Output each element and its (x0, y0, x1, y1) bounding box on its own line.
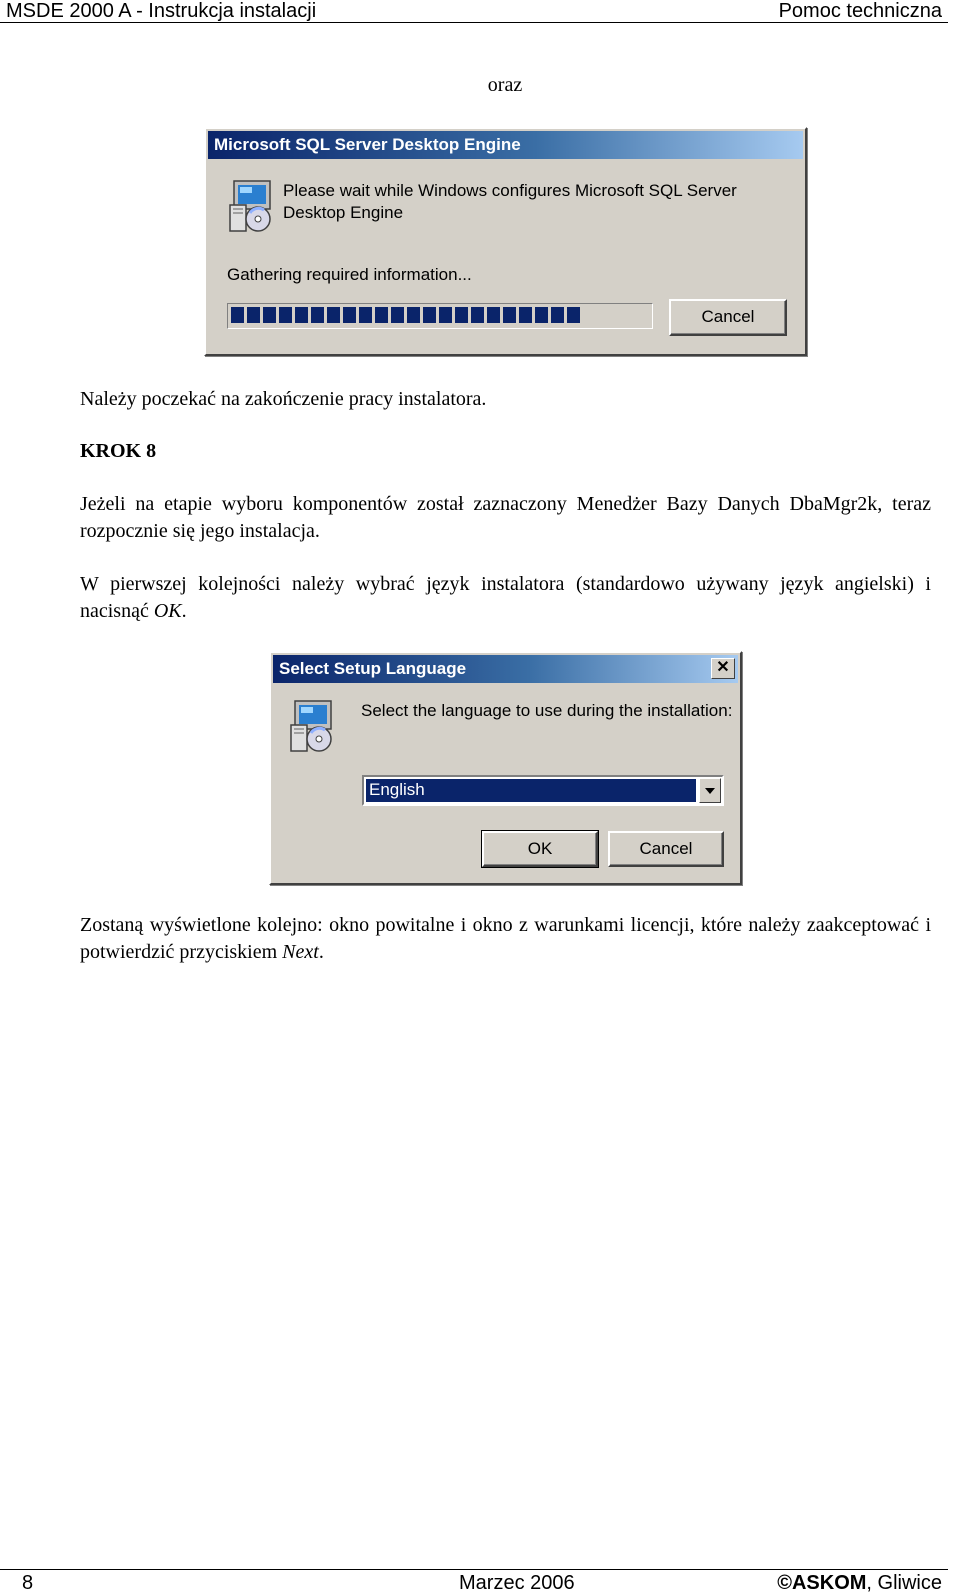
step-paragraph: Jeżeli na etapie wyboru komponentów został zaznaczony Menedżer Bazy Danych DbaMgr2k, teraz rozpocznie się jego instalacja. (80, 493, 931, 542)
ok-button[interactable]: OK (482, 831, 598, 867)
footer-city: , Gliwice (866, 1572, 942, 1594)
progress-segment (231, 307, 244, 323)
progress-segment (263, 307, 276, 323)
final-paragraph-end: . (318, 941, 324, 963)
footer-date: Marzec 2006 (459, 1572, 575, 1594)
setup-computer-icon (287, 699, 339, 753)
header-section: Pomoc techniczna (778, 0, 942, 22)
progress-segment (311, 307, 324, 323)
msde-progress-dialog (204, 127, 807, 356)
progress-segment (567, 307, 580, 323)
progress-segment (391, 307, 404, 323)
status-text: Gathering required information... (227, 265, 472, 284)
footer-copyright (777, 1572, 942, 1594)
dialog-title: Select Setup Language (279, 659, 467, 678)
header-document-title: MSDE 2000 A - Instrukcja instalacji (6, 0, 317, 22)
company-name: ASKOM (791, 1572, 867, 1594)
progress-segment (503, 307, 516, 323)
page-footer (0, 1569, 948, 1596)
dialog-title: Microsoft SQL Server Desktop Engine (214, 135, 521, 154)
language-paragraph-end: . (181, 600, 187, 622)
progress-segment (535, 307, 548, 323)
progress-segment (327, 307, 340, 323)
chevron-down-icon[interactable] (699, 778, 721, 803)
dialog-titlebar (273, 655, 738, 683)
progress-segment (551, 307, 564, 323)
progress-segment (471, 307, 484, 323)
dialog-titlebar (208, 131, 803, 159)
select-language-dialog (269, 651, 742, 885)
cancel-button[interactable]: Cancel (669, 299, 787, 336)
progress-segment (279, 307, 292, 323)
cancel-button[interactable]: Cancel (608, 831, 724, 867)
page-number: 8 (22, 1572, 34, 1594)
progress-segment (455, 307, 468, 323)
progress-segment (359, 307, 372, 323)
dialog-message: Select the language to use during the installation: (361, 701, 733, 720)
wait-paragraph: Należy poczekać na zakończenie pracy instalatora. (80, 388, 487, 410)
next-emphasis: Next (282, 941, 319, 963)
dialog-message-line2: Desktop Engine (283, 203, 404, 222)
progress-segment (375, 307, 388, 323)
setup-computer-icon (226, 179, 278, 233)
progress-segment (439, 307, 452, 323)
progress-segment (487, 307, 500, 323)
language-paragraph (80, 571, 931, 625)
selected-language: English (366, 779, 696, 802)
progress-segment (519, 307, 532, 323)
progress-segment (247, 307, 260, 323)
progress-segment (423, 307, 436, 323)
conjunction-text: oraz (487, 74, 523, 96)
final-paragraph (80, 912, 931, 966)
step-heading: KROK 8 (80, 440, 157, 462)
ok-emphasis: OK (153, 600, 182, 622)
close-icon[interactable]: ✕ (711, 658, 735, 679)
page-header (0, 0, 948, 23)
language-select[interactable] (362, 775, 724, 806)
progress-segment (295, 307, 308, 323)
progress-segment (407, 307, 420, 323)
progress-segment (343, 307, 356, 323)
copyright-symbol: © (777, 1572, 792, 1594)
progress-bar (227, 303, 653, 329)
dialog-message-line1: Please wait while Windows configures Microsoft SQL Server (283, 181, 737, 200)
final-paragraph-text: Zostaną wyświetlone kolejno: okno powitalne i okno z warunkami licencji, które należy zaakceptować i potwierdzić przyciskiem (80, 914, 931, 963)
language-paragraph-text: W pierwszej kolejności należy wybrać język instalatora (standardowo używany język angielski) i nacisnąć (80, 573, 931, 622)
